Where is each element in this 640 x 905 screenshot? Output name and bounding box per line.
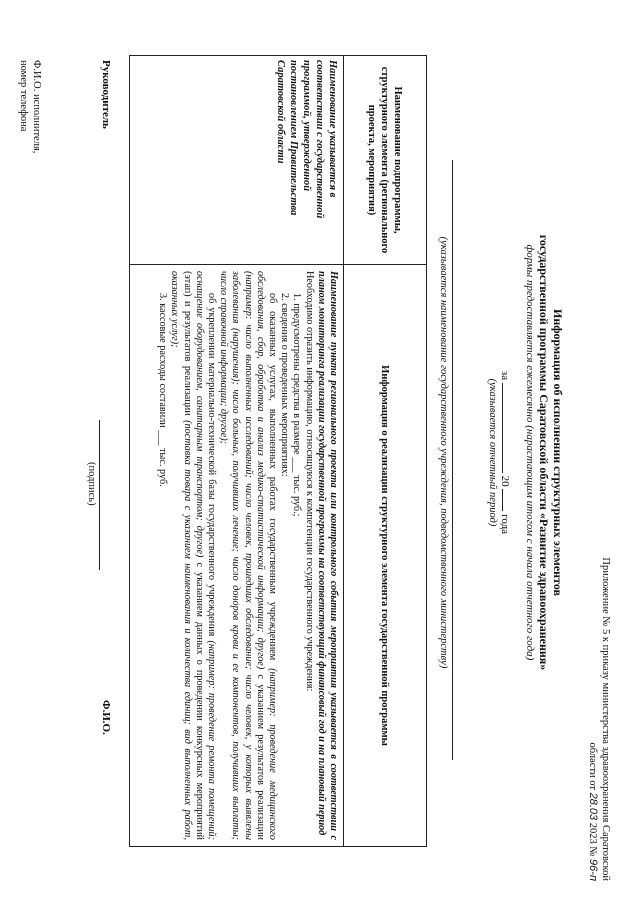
col2-item2b: об укреплении материально-технической базы государственного учреждения (например: проведение ремонта помещений; оснащение оборудованием, санитарным транспортом; другое) с указанием данных о проведении конкурсных мероприятий (этап) и результатов реализации (поставка товара с указанием наименования и количества единиц; вид выполненных работ, оказанных услуг); — [169, 271, 217, 841]
col2-item2: 2. сведения о проведенных мероприятиях: — [279, 293, 291, 477]
period-hint: (указывается отчетный период) — [487, 378, 498, 527]
title-line-1: Информация об исполнении структурных элементов — [551, 308, 565, 596]
appendix-note — [586, 521, 612, 881]
signature-label: (подпись) — [86, 462, 97, 506]
executor-line-1: Ф.И.О. исполнителя, — [31, 60, 42, 154]
col2-intro: Наименование пункта регионального проекта или контрольного события мероприятия указывается в соответствии с планом мониторинга реализации государственной программы на соответствующий финансовый год и на плановый период — [315, 271, 339, 840]
year-blank — [502, 489, 513, 511]
col2-item2a: об оказанных услугах, выполненных работах государственным учреждением (например: проведение медицинского обследования, сбор, обработка и анализ медико-статистической информации; другое) с указанием результатов реализации (например: число выполненных исследований; число человек, прошедших обследование; число человек, у которых выявлены заболевания (нарушения); число больных, получивших лечение; число доноров крови и ее компонентов, получивших выплаты; число справочной информации; другое); — [218, 271, 278, 841]
subtitle: формы предоставляется ежемесячно (нарастающим итогом с начала отчетного года) — [524, 244, 536, 661]
table-header-row — [344, 56, 427, 847]
appendix-line-2: области от 28.03 2023 № 96-п — [587, 742, 599, 881]
institution-line — [452, 160, 453, 760]
col2-item1: 1. предусмотрены средства в размере ___ тыс. руб.; — [291, 293, 303, 517]
report-table — [129, 55, 427, 847]
col2-header: Информация о реализации структурного элемента государственной программы — [344, 265, 427, 847]
title-line-2: государственной программы Саратовской области «Развитие здравоохранения» — [537, 234, 551, 671]
col1-cell: Наименование указывается в соответствии с государственной программой, утвержденной постановлением Правительства Саратовской области — [130, 56, 344, 265]
handwritten-date: 28.03 — [587, 792, 599, 821]
institution-hint: (указывается наименование государственного учреждения, подведомственного министерству) — [438, 236, 449, 669]
signature-fio: Ф.И.О. — [100, 700, 112, 735]
handwritten-number: 96-п — [587, 859, 599, 881]
document-titles — [486, 0, 565, 905]
executor-block — [17, 60, 43, 153]
period-blank — [502, 383, 513, 473]
signature-line — [99, 420, 100, 570]
table-row — [130, 56, 344, 847]
col2-line2: Необходимо отразить информацию, относящуюся к компетенции государственного учреждения: — [303, 271, 315, 692]
appendix-line-1: Приложение № 5 к приказу министерства здравоохранения Саратовской — [600, 557, 611, 881]
col2-item3: 3. кассовые расходы составили ___ тыс. руб. — [157, 293, 169, 487]
period-line: за 20 года — [499, 370, 511, 535]
executor-line-2: номер телефона — [18, 60, 29, 132]
col1-header: Наименование подпрограммы, структурного элемента (регионального проекта, мероприятия) — [344, 56, 427, 265]
signature-role: Руководитель — [100, 60, 112, 129]
col2-cell — [130, 265, 344, 847]
